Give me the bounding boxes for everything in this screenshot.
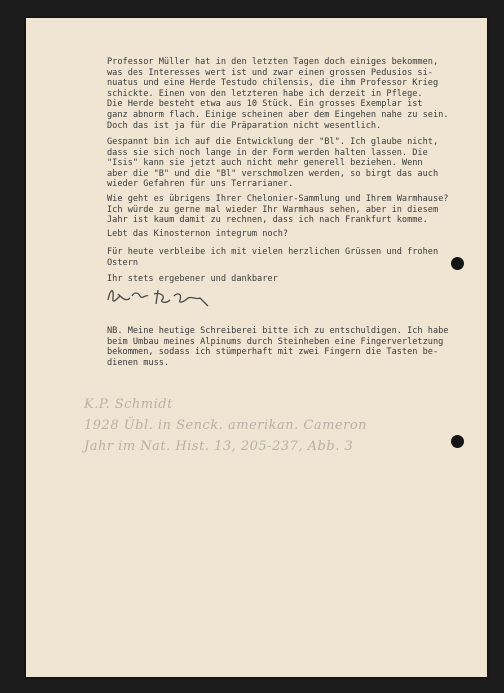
punch-hole-bottom [451,435,464,448]
paragraph-4: Lebt das Kinosternon integrum noch? [107,229,289,239]
punch-hole-top [451,257,464,270]
pencil-annotation-line-1: K.P. Schmidt [84,397,173,412]
postscript-note: NB. Meine heutige Schreiberei bitte ich zu entschuldigen. Ich habe beim Umbau meines Alpinums durch Steinheben eine Fingerverletzung bekommen, sodass ich stümperhaft mit zwei Fingern die Tasten be- dienen muss. [107,326,449,368]
closing-line: Ihr stets ergebener und dankbarer [107,274,278,284]
paragraph-5: Für heute verbleibe ich mit vielen herzlichen Grüssen und frohen Ostern [107,247,439,268]
paragraph-3: Wie geht es übrigens Ihrer Chelonier-Sammlung und Ihrem Warmhause? Ich würde zu gerne mal wieder Ihr Warmhaus sehen, aber in diesem Jahr ist kaum damit zu rechnen, dass ich nach Frankfurt komme. [107,194,449,226]
handwritten-signature [104,280,224,312]
paragraph-2: Gespannt bin ich auf die Entwicklung der "Bl". Ich glaube nicht, dass sie sich noch lange in der Form werden halten lassen. Die "Isis" kann sie jetzt auch nicht mehr generell beziehen. Wenn aber die "B" und die "Bl" verschmolzen werden, so birgt das auch wieder Gefahren für uns Terrarianer. [107,137,439,190]
paragraph-1: Professor Müller hat in den letzten Tagen doch einiges bekommen, was des Interesses wert ist und zwar einen grossen Pedusios si- nuatus und eine Herde Testudo chilensis, die ihm Professor Krieg schickte. Einen von den letzteren habe ich derzeit in Pflege. Die Herde besteht etwa aus 10 Stück. Ein grosses Exemplar ist ganz abnorm flach. Einige scheinen aber dem Eingehen nahe zu sein. Doch das ist ja für die Präparation nicht wesentlich. [107,57,449,131]
pencil-annotation-line-3: Jahr im Nat. Hist. 13, 205-237, Abb. 3 [84,439,354,454]
pencil-annotation-line-2: 1928 Übl. in Senck. amerikan. Cameron [84,418,368,433]
